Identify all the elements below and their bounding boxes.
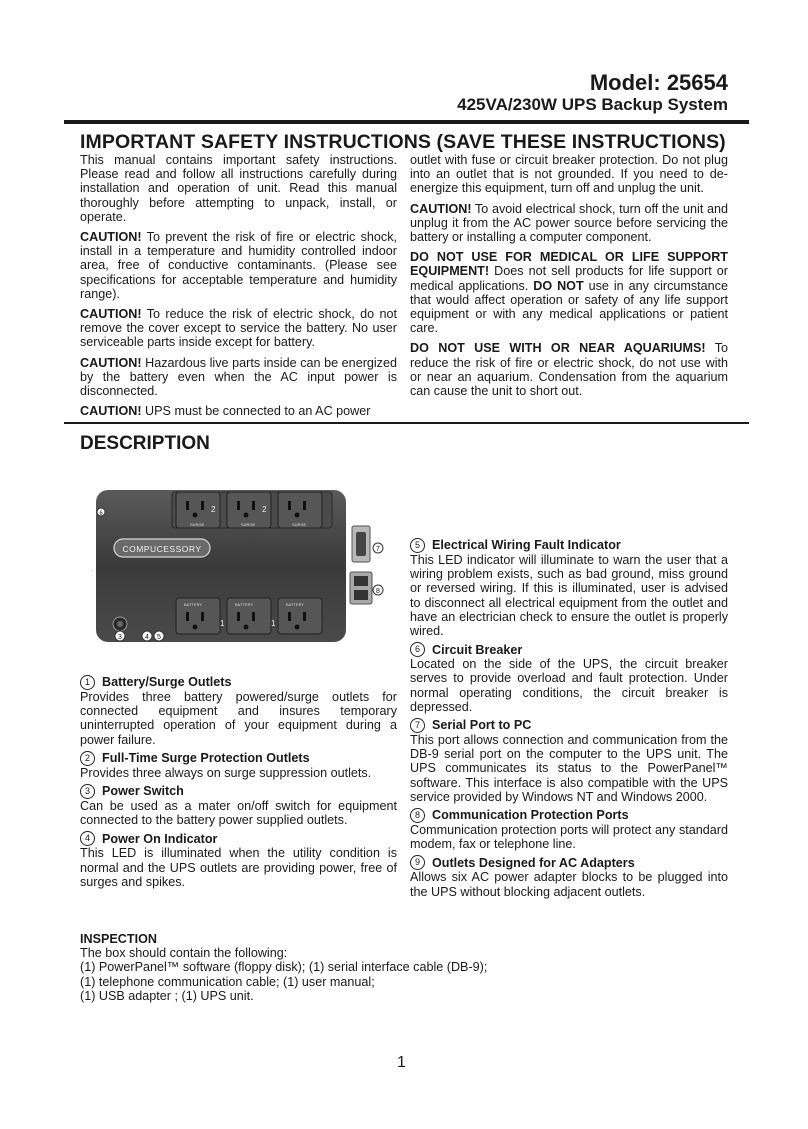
description-column-left	[80, 675, 397, 893]
surge-outlets	[176, 492, 322, 528]
item-number: 3	[80, 784, 95, 799]
caution-ac-power: CAUTION! UPS must be connected to an AC power	[80, 404, 371, 419]
serial-port	[352, 526, 383, 562]
outlet-battery-label: BATTERY	[235, 602, 254, 607]
item-number: 6	[410, 642, 425, 657]
product-subtitle: 425VA/230W UPS Backup System	[457, 95, 728, 114]
item-number: 7	[410, 718, 425, 733]
description-heading: DESCRIPTION	[80, 433, 210, 454]
section-divider	[64, 422, 749, 424]
callout-5: 5	[157, 634, 161, 641]
ups-illustration	[92, 484, 392, 654]
callout-4: 4	[145, 634, 149, 641]
outlet-surge-label: SURGE	[241, 522, 256, 527]
warning-aquarium: DO NOT USE WITH OR NEAR AQUARIUMS! To reduce the risk of fire or electric shock, do not use with or near an aquarium. Condensation from the aquarium can cause the unit to short out.	[410, 341, 728, 399]
callout-8: 8	[376, 588, 380, 595]
feature-item: 1 Battery/Surge Outlets Provides three battery powered/surge outlets for connected equipment and insures temporary uninterrupted operation of your equipment during a power failure.	[80, 675, 397, 747]
item-number: 2	[80, 751, 95, 766]
inspection-line: (1) USB adapter ; (1) UPS unit.	[80, 988, 254, 1003]
callout-3: 3	[118, 634, 122, 641]
feature-item: 2 Full-Time Surge Protection Outlets Provides three always on surge suppression outlets.	[80, 751, 372, 780]
safety-column-left	[80, 153, 397, 424]
outlet-surge-label: SURGE	[190, 522, 205, 527]
power-switch	[113, 617, 127, 641]
inspection-title: INSPECTION	[80, 932, 157, 946]
feature-item: 4 Power On Indicator This LED is illuminated when the utility condition is normal and the UPS outlets are providing power, free of surges and spikes.	[80, 831, 397, 889]
inspection-line: The box should contain the following:	[80, 946, 288, 961]
item-number: 8	[410, 808, 425, 823]
callout-1: 1	[220, 619, 225, 628]
feature-item: 8 Communication Protection Ports Communication protection ports will protect any standard modem, fax or telephone line.	[410, 808, 728, 852]
caution-shock: CAUTION! To reduce the risk of electric shock, do not remove the cover except to service the battery. No user serviceable parts inside except for battery.	[80, 307, 397, 350]
safety-column-right	[410, 153, 728, 404]
inspection-section	[80, 932, 580, 1003]
callout-7: 7	[376, 546, 380, 553]
ups-product-image	[92, 484, 392, 659]
feature-item: 5 Electrical Wiring Fault Indicator This LED indicator will illuminate to warn the user that a wiring problem exists, such as bad ground, miss ground or reversed wiring. If this is illuminated, user is advised to disconnect all electrical equipment from the outlet and have an electrician check to ensure the outlet is properly wired.	[410, 538, 728, 639]
feature-item: 6 Circuit Breaker Located on the side of the UPS, the circuit breaker serves to provide overload and fault protection. Under normal operating conditions, the circuit breaker is depressed.	[410, 642, 728, 714]
description-column-right	[410, 538, 728, 903]
feature-item: 9 Outlets Designed for AC Adapters Allows six AC power adapter blocks to be plugged into the UPS without blocking adjacent outlets.	[410, 855, 728, 899]
outlet-battery-label: BATTERY	[286, 602, 305, 607]
brand-badge	[114, 539, 210, 557]
item-number: 1	[80, 675, 95, 690]
item-number: 9	[410, 855, 425, 870]
item-number: 4	[80, 831, 95, 846]
caution-servicing: CAUTION! To avoid electrical shock, turn off the unit and unplug it from the AC power source before servicing the battery or installing a computer component.	[410, 201, 728, 245]
caution-fire: CAUTION! To prevent the risk of fire or electric shock, install in a temperature and humidity controlled indoor area, free of conductive contaminants. (Please see specifications for acceptable temperature and humidity range).	[80, 230, 397, 301]
callout-2: 2	[262, 505, 267, 514]
communication-ports	[350, 572, 383, 604]
header-divider	[64, 120, 749, 124]
safety-heading: IMPORTANT SAFETY INSTRUCTIONS (SAVE THESE INSTRUCTIONS)	[80, 131, 726, 153]
feature-item: 7 Serial Port to PC This port allows connection and communication from the DB-9 serial port on the computer to the UPS unit. The UPS communicates its status to the PowerPanel™ software. This interface is also compatible with the UPS service provided by Windows NT and Windows 2000.	[410, 718, 728, 804]
outlet-surge-label: SURGE	[292, 522, 307, 527]
feature-item: 3 Power Switch Can be used as a mater on/off switch for equipment connected to the battery power supplied outlets.	[80, 784, 397, 828]
caution-ac-power-continued: outlet with fuse or circuit breaker protection. Do not plug into an outlet that is not grounded. If you need to de-energize this equipment, turn off and unplug the unit.	[410, 153, 728, 196]
callout-6: 6	[99, 511, 103, 517]
brand-name: COMPUCESSORY	[122, 544, 202, 554]
model-number: Model: 25654	[589, 70, 728, 95]
callout-1: 1	[271, 619, 276, 628]
page-number: 1	[397, 1054, 406, 1071]
outlet-battery-label: BATTERY	[184, 602, 203, 607]
item-number: 5	[410, 538, 425, 553]
callout-2: 2	[211, 505, 216, 514]
inspection-line: (1) PowerPanel™ software (floppy disk); (1) serial interface cable (DB-9);	[80, 960, 488, 975]
safety-intro: This manual contains important safety instructions. Please read and follow all instructions carefully during installation and operation of unit. Read this manual thoroughly before attempting to unpack, install, or operate.	[80, 153, 397, 224]
inspection-line: (1) telephone communication cable; (1) user manual;	[80, 974, 375, 989]
battery-outlets	[176, 598, 322, 634]
caution-live-parts: CAUTION! Hazardous live parts inside can be energized by the battery even when the AC input power is disconnected.	[80, 355, 397, 399]
warning-medical: DO NOT USE FOR MEDICAL OR LIFE SUPPORT EQUIPMENT! Does not sell products for life support or medical applications. DO NOT use in any circumstance that would affect operation or safety of any life support equipment or with any medical applications or patient care.	[410, 250, 728, 336]
